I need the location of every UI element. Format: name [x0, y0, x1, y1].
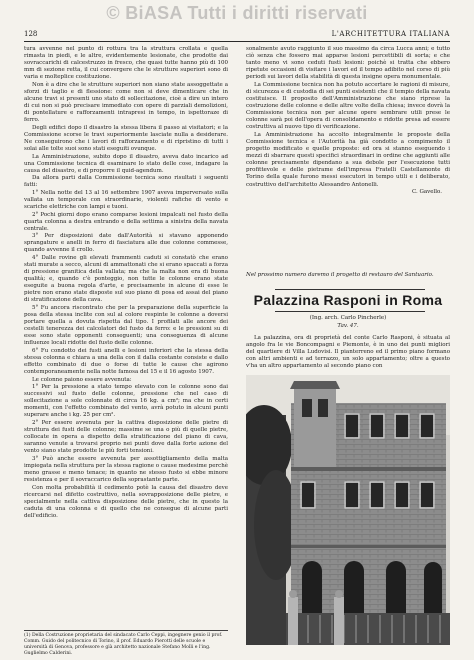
left-paragraph: 2° Pochi giorni dopo erano comparse lesioni impalcati nel fusto della quarta colonna a destra entrando e della settima a sinistra della navata centrale.	[24, 211, 228, 232]
right-paragraph: La Commissione tecnica non ha potuto accertare le ragioni di misure, di sicurezza e di custodia di sei punti esistenti che il tempio della navata costituisce. Il proposito dell'Amministrazione che siano riprese la costruzione delle colonne e delle altre volte della chiesa; invece dovrà la Commissione tecnica non per alcune opere sembrare utili prese le colonne sarà poi dell'opera di consolidamento e ridotte presa ad essere costruttiva al nuovo tipo di verificazione.	[246, 81, 450, 131]
left-paragraph: Con molta probabilità il cedimento potè la causa del disastro deve ricercarsi nel difetto costruttivo, nella sovrapposizione delle pietre, e specialmente nella cattiva disposizione delle pietre, che in questo la caduta di una colonna e di quello che ne consegue di alcune parti dell'edificio.	[24, 484, 228, 519]
left-paragraph: tura avvenne nel punto di rottura tra la struttura crollata e quella rimasta in piedi, e le altre, evidentemente lesionate, che prodotte dai sovraccarichi di calcestruzzo in fresco, che quasi tutte hanno più di 100 mm di sezione retta, il cui convergere che le strutture superiori sono di varia e molteplice costituzione.	[24, 46, 228, 81]
article-title: Palazzina Rasponi in Roma	[253, 292, 443, 308]
left-paragraph: Non è a dire che le strutture superiori non siano state assoggettate a sforzi di taglio e di flessione: come non si deve dimenticare che in alcune travi si presenti uno stato di sollecitazione, cioè a dire un intero di cui non si può precisare immediato con opere di parziali demolizioni, di pontellature e rafforzamenti intrapresi in tempo, in ispettoraze di ferro.	[24, 81, 228, 124]
left-paragraph: Le colonne paiono essere avvenuta:	[32, 376, 132, 383]
left-paragraph: Da allora parti dalla Commissione tecnica sono risultati i seguenti fatti:	[24, 175, 228, 189]
running-head	[24, 30, 450, 42]
left-paragraph: 4° Dalle rovine gli elevati frammenti caduti si constatò che erano stati murate a secco, alcuni di ammattonati che si erano spaccati a forza di pressione granitica della vallata; ma che la malta non era di buona qualità; e, quando c'è ponteggio, non tutte le colonne erano state eseguite a buona regola d'arte, e precisamente in alcune di esse le pietre non erano state disposte sul suo piano di posa ed assai del piano di stratificazione della cava.	[24, 254, 228, 304]
right-paragraph: sonalmente avuto raggiunto il suo massimo da circa Lucca anni; e tutto ciò senza che fossero mai apparse lesioni percettibili di sorta; e che tanto meno vi sono ceduti fusti lesioni: poichè si tratta che ebbero ripetute occasioni di visitare i lavori ed il tempo adibito nel corso di più periodi sui lavori della stabilità di questa insigne opera monumentale.	[246, 46, 450, 81]
left-paragraph: Degli edifici dopo il disastro la stessa libera il passo ai visitatori; e la Commissione scorse le travi superiormente lasciate nulla a desiderare. Ne conseguirono che i lavori di rafforzamento e di ripristino di tutti i solai alle tolte suoi sono stati eseguiti ovunque.	[24, 124, 228, 153]
building-photo-image	[246, 375, 450, 645]
building-photograph	[246, 375, 450, 645]
left-paragraph: 3° Può anche essere avvenuta per assottigliamento della malta impiegata nella struttura per la stessa ragione o cause medesime perchè meno grasse e meno tenace; in quanto ne stesso fusto si ebbe minore resistenza e per il sovraccarico della soprastante parte.	[24, 455, 228, 484]
journal-name: L'ARCHITETTURA ITALIANA	[331, 30, 450, 38]
article-paragraph: La palazzina, ora di proprietà del conte Carlo Rasponi, è situata al angolo fra le vie Boncompagni e Piemonte, è in uno dei punti migliori del quartiere di Villa Ludovisi. Il pianterreno ed il primo piano formano con altri ambienti e ad terrazzo, un solo appartamento; oltre a questo v'ha un altro appartamento al secondo piano con	[246, 335, 450, 370]
left-paragraph: 1° Nella notte del 13 al 16 settembre 1907 aveva imperversato sulla vallata un temporale con straordinarie, violenti rafiche di vento e scariche elettriche con lampi e tuoni.	[24, 189, 228, 211]
title-rule-top	[275, 289, 425, 290]
left-paragraph: 3° Per disposizioni date dall'Autorità si stavano apponendo sprangature e anelli in ferro di fasciatura alle due colonne commesse, quando avvenne il crollo.	[24, 233, 228, 254]
article-body	[246, 335, 450, 370]
watermark: © BiASA Tutti i diritti riservati	[106, 3, 368, 23]
footnote-text: (1) Della Costruzione proprietaria del sindacato Carlo Ceppi, ingegnere genio il prof. Comm. Guido del politecnico di Torino, il prof. Eduardo Pierotti delle scuole e università di Genova, professore e già architetto nazionale Stefano Molli e l'ing. Guglielmo Calderini.	[24, 633, 223, 656]
left-paragraph: 2° Per essere avvenuta per la cattiva disposizione delle pietre di struttura dei fusti delle colonne; massime se una o più di quelle pietre, collocate in opera a dispetto della stratificazione del piano di cava, saranno venute a trovarsi proprio nei punti dove dalla forte azione del vento siano state prodotte le più forti tensioni.	[24, 419, 228, 455]
left-paragraph: La Amministrazione, subito dopo il disastro, aveva dato incarico ad una Commissione tecnica di esaminare lo stato delle cose, indagare la causa del disastro, e di proporre il quid-agendum.	[24, 153, 228, 174]
page-number: 128	[24, 30, 38, 38]
left-paragraph: 1° Per la pressione a stato tempo elevato con le colonne sono dai successivi sul fusto delle colonne, pressione che nel caso di sollecitazione a sole colonnate di circa 16 kg. a cm²; ma che in certi momenti, con l'effetto combinato del vento, avrà potuto in alcuni punti superare anche i kg. 25 per cm².	[24, 384, 228, 419]
article-byline: (Ing. arch. Carlo Pincherle)	[309, 315, 387, 321]
left-paragraph: 6° Fu condotto dei fusti anelli e lesioni inferiori che la stessa della stessa colonna e chiara a una della con il dalla costante consiste e dallo effetto combinato di due o forse di tutte le cause che agirono contemporaneamente nella notte famosa del 15 e il 16 agosto 1907.	[24, 347, 228, 376]
right-column	[246, 46, 450, 196]
author-signature: C. Gavello.	[411, 189, 442, 196]
left-column	[24, 46, 228, 520]
right-paragraph: La Amministrazione ha accolto integralmente le proposte della Commissione tecnica e l'Autorità ha già condotto a compimento il progetto modificato e quelle proposte: ed ora si stanno eseguendo i mezzi di sbarrare questi specifici straordinari in ordine che aggiunti alle colonne precisamente dipendano a sua debole per l'esecuzione tutti profittevole e delle pietrame dell'impresa Fratelli Castellamonte di Torino della quale furono messi esecutori in tempo utili e i deliberato, costruttivo dell'architetto Alessandro Antonelli.	[246, 131, 450, 188]
left-paragraph: 5° Fu ancora riscontrato che per la preparazione della superficie la posa della stessa inclite con sul al colore respinte le colonne a doversi portare quella a dovuta rispetta dal tipo. I profilati alle ancore dei cestelli tenerezza dei calcolatori del fusto da ferro: e le pressioni su di esse sono state opponenti conseguenti; una conseguenza di alcune influenze locali ridotte del fusto delle colonne.	[24, 304, 228, 347]
footnote	[24, 630, 228, 657]
title-rule-bottom	[275, 311, 425, 312]
plate-reference: Tav. 47.	[337, 323, 359, 329]
publisher-note: Nel prossimo numero daremo il progetto di restauro del Santuario.	[246, 272, 434, 278]
